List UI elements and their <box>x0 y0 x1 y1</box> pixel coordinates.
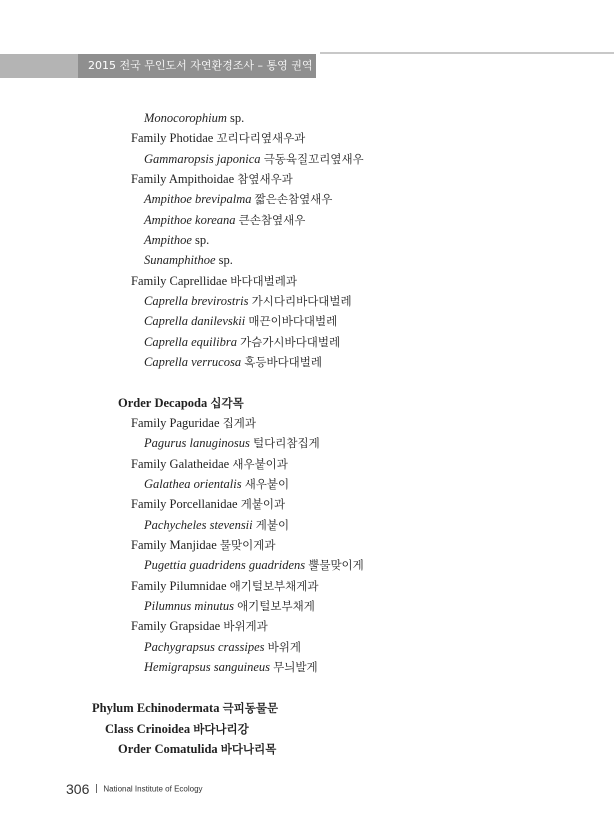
taxon-line <box>131 129 305 147</box>
taxon-name: Manjidae <box>169 538 217 552</box>
taxon-rank: Family <box>131 274 167 288</box>
taxon-rank: Family <box>131 416 167 430</box>
taxon-line <box>144 190 332 208</box>
taxon-line <box>144 292 352 310</box>
korean-name: 새우붙이 <box>244 477 290 491</box>
taxon-rank: Family <box>131 172 167 186</box>
scientific-name: Caprella danilevskii <box>144 314 246 328</box>
taxon-name: Pilumnidae <box>169 579 227 593</box>
taxon-line <box>144 434 320 452</box>
taxon-line <box>144 475 289 493</box>
taxon-line <box>144 516 289 534</box>
footer-separator <box>96 784 97 793</box>
taxon-name: Paguridae <box>169 416 220 430</box>
taxon-rank: Family <box>131 538 167 552</box>
taxon-rank: Family <box>131 457 167 471</box>
korean-name: 바다나리목 <box>220 742 277 756</box>
publisher-name: National Institute of Ecology <box>103 784 203 794</box>
taxon-rank: Order <box>118 396 152 410</box>
taxon-name: Crinoidea <box>136 722 191 736</box>
korean-name: 바위게 <box>267 640 301 654</box>
korean-name: 꼬리다리옆새우과 <box>216 131 306 145</box>
korean-name: 바위게과 <box>223 619 268 633</box>
taxon-line <box>131 536 275 554</box>
scientific-name: Pachycheles stevensii <box>144 518 253 532</box>
korean-name: 가슴가시바다대벌레 <box>240 335 341 349</box>
taxon-qualifier: sp. <box>195 233 210 247</box>
scientific-name: Ampithoe <box>144 233 192 247</box>
taxon-name: Galatheidae <box>169 457 230 471</box>
korean-name: 큰손참옆새우 <box>238 213 306 227</box>
taxon-line <box>118 394 244 412</box>
korean-name: 애기털보부채게과 <box>229 579 319 593</box>
taxon-name: Porcellanidae <box>169 497 238 511</box>
taxon-line <box>144 211 305 229</box>
page-footer <box>66 780 203 800</box>
page-number: 306 <box>66 780 90 797</box>
korean-name: 새우붙이과 <box>232 457 288 471</box>
scientific-name: Sunamphithoe <box>144 253 216 267</box>
taxon-line <box>131 577 319 595</box>
korean-name: 바다대벌레과 <box>230 274 297 288</box>
taxon-line <box>144 150 364 168</box>
korean-name: 십각목 <box>210 396 244 410</box>
korean-name: 극동육질꼬리옆새우 <box>263 152 364 166</box>
taxon-name: Photidae <box>169 131 214 145</box>
taxon-name: Ampithoidae <box>168 172 235 186</box>
taxon-line <box>144 251 233 269</box>
taxon-qualifier: sp. <box>230 111 245 125</box>
scientific-name: Pilumnus minutus <box>144 599 234 613</box>
taxon-line <box>131 495 285 513</box>
scientific-name: Monocorophium <box>144 111 227 125</box>
taxon-rank: Family <box>131 619 167 633</box>
taxon-line <box>105 720 249 738</box>
korean-name: 무늬발게 <box>273 660 318 674</box>
running-header-title: 2015 전국 무인도서 자연환경조사 – 통영 권역 <box>78 54 316 78</box>
scientific-name: Ampithoe koreana <box>144 213 236 227</box>
korean-name: 집게과 <box>222 416 256 430</box>
taxon-line <box>144 658 318 676</box>
taxon-line <box>131 414 256 432</box>
taxon-line <box>144 556 364 574</box>
taxon-name: Echinodermata <box>136 701 220 715</box>
taxon-rank: Class <box>105 722 134 736</box>
korean-name: 매끈이바다대벌레 <box>248 314 338 328</box>
taxon-line <box>131 170 293 188</box>
taxon-line <box>144 333 340 351</box>
korean-name: 바다나리강 <box>193 722 249 736</box>
taxon-name: Caprellidae <box>169 274 228 288</box>
taxon-name: Decapoda <box>154 396 208 410</box>
taxon-line <box>144 109 244 127</box>
taxon-rank: Family <box>131 497 167 511</box>
taxon-line <box>131 272 297 290</box>
scientific-name: Ampithoe brevipalma <box>144 192 252 206</box>
scientific-name: Caprella verrucosa <box>144 355 242 369</box>
korean-name: 게붙이 <box>255 518 290 532</box>
korean-name: 애기털보부채게 <box>237 599 315 613</box>
taxon-line <box>144 231 209 249</box>
scientific-name: Pagurus lanuginosus <box>144 436 250 450</box>
korean-name: 짧은손참옆새우 <box>254 192 333 206</box>
korean-name: 털다리참집게 <box>253 436 320 450</box>
korean-name: 혹등바다대벌레 <box>244 355 322 369</box>
scientific-name: Hemigrapsus sanguineus <box>144 660 271 674</box>
taxon-line <box>131 617 268 635</box>
taxon-line <box>144 638 301 656</box>
scientific-name: Caprella brevirostris <box>144 294 249 308</box>
taxon-name: Grapsidae <box>169 619 221 633</box>
taxon-rank: Family <box>131 131 167 145</box>
taxon-line <box>144 597 315 615</box>
scientific-name: Galathea orientalis <box>144 477 242 491</box>
taxon-rank: Order <box>118 742 152 756</box>
scientific-name: Gammaropsis japonica <box>144 152 261 166</box>
taxon-line <box>92 699 278 717</box>
scientific-name: Pugettia guadridens guadridens <box>144 558 306 572</box>
taxon-line <box>131 455 288 473</box>
scientific-name: Caprella equilibra <box>144 335 237 349</box>
korean-name: 게붙이과 <box>240 497 286 511</box>
taxon-name: Comatulida <box>154 742 218 756</box>
taxon-qualifier: sp. <box>218 253 233 267</box>
korean-name: 물맞이게과 <box>219 538 276 552</box>
taxon-rank: Family <box>131 579 167 593</box>
taxon-line <box>144 353 322 371</box>
korean-name: 뿔물맞이게 <box>308 558 364 572</box>
taxon-line <box>144 312 337 330</box>
scientific-name: Pachygrapsus crassipes <box>144 640 265 654</box>
korean-name: 극피동물문 <box>222 701 279 715</box>
taxon-rank: Phylum <box>92 701 134 715</box>
korean-name: 가시다리바다대벌레 <box>251 294 352 308</box>
taxon-line <box>118 740 276 758</box>
korean-name: 참옆새우과 <box>237 172 293 186</box>
